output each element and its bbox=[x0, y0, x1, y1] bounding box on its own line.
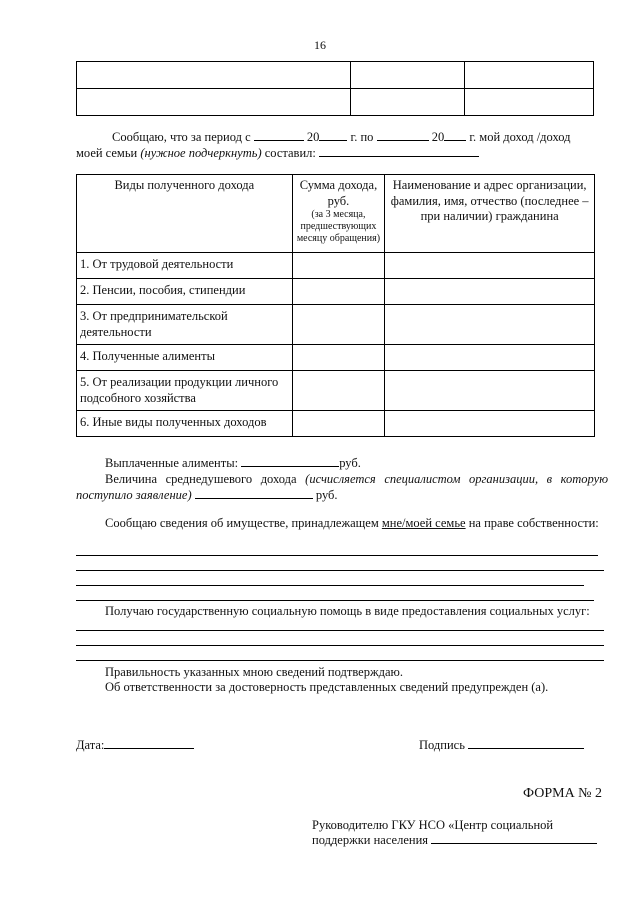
statement-text: Сообщаю, что за период с bbox=[112, 130, 251, 144]
income-org-cell[interactable] bbox=[385, 279, 595, 305]
income-sum-cell[interactable] bbox=[292, 279, 385, 305]
property-underlined: мне/моей семье bbox=[381, 516, 466, 530]
header-income-type: Виды полученного дохода bbox=[77, 175, 293, 253]
top-cell[interactable] bbox=[465, 89, 594, 116]
statement-text: составил: bbox=[264, 146, 316, 161]
period-end-blank[interactable] bbox=[377, 129, 429, 141]
top-cell[interactable] bbox=[77, 89, 351, 116]
period-start-blank[interactable] bbox=[254, 129, 304, 141]
form-title: ФОРМА № 2 bbox=[523, 786, 603, 801]
year-end-blank[interactable] bbox=[444, 129, 466, 141]
income-row-label: 4. Полученные алименты bbox=[77, 345, 293, 371]
property-line-3[interactable] bbox=[76, 585, 584, 586]
page-number: 16 bbox=[314, 38, 326, 52]
top-cell[interactable] bbox=[465, 62, 594, 89]
income-table bbox=[76, 174, 595, 437]
income-org-cell[interactable] bbox=[385, 345, 595, 371]
social-help-text: Получаю государственную социальную помощь в виде предоставления социальных услуг: bbox=[105, 604, 590, 618]
social-help-line-2[interactable] bbox=[76, 645, 604, 646]
statement-text: моей семьи bbox=[76, 146, 138, 161]
signature-line bbox=[419, 737, 584, 753]
alimony-line bbox=[105, 455, 361, 471]
statement-text: г. мой доход /доход bbox=[469, 130, 571, 144]
income-org-cell[interactable] bbox=[385, 253, 595, 279]
property-paragraph bbox=[76, 515, 608, 531]
addressee-text: поддержки населения bbox=[312, 833, 429, 847]
confirm-responsibility: Об ответственности за достоверность представленных сведений предупрежден (а). bbox=[105, 680, 549, 694]
header-sum-main: Сумма дохода, руб. bbox=[299, 178, 378, 208]
income-org-cell[interactable] bbox=[385, 371, 595, 411]
social-help-line-1[interactable] bbox=[76, 630, 604, 631]
date-line bbox=[76, 737, 194, 753]
income-sum-cell[interactable] bbox=[292, 411, 385, 437]
property-line-1[interactable] bbox=[76, 555, 598, 556]
header-sum-note: (за 3 месяца, предшествующих месяцу обращения) bbox=[296, 209, 381, 245]
income-row-label: 3. От предпринимательской деятельности bbox=[77, 305, 293, 345]
income-sum-cell[interactable] bbox=[292, 253, 385, 279]
income-sum-cell[interactable] bbox=[292, 345, 385, 371]
signature-blank[interactable] bbox=[468, 737, 584, 749]
income-total-blank[interactable] bbox=[319, 145, 479, 157]
confirm-correct: Правильность указанных мною сведений подтверждаю. bbox=[105, 665, 403, 679]
statement-note: (нужное подчеркнуть) bbox=[140, 146, 262, 161]
avg-income-label: Величина среднедушевого дохода bbox=[105, 472, 297, 486]
header-income-sum bbox=[292, 175, 385, 253]
income-row-label: 1. От трудовой деятельности bbox=[77, 253, 293, 279]
avg-income-note: (исчисляется специалистом организации, в которую поступило заявление) bbox=[76, 472, 609, 503]
header-org: Наименование и адрес организации, фамилия, имя, отчество (последнее – при наличии) гражданина bbox=[385, 175, 595, 253]
alimony-label: Выплаченные алименты: bbox=[105, 456, 239, 470]
income-org-cell[interactable] bbox=[385, 305, 595, 345]
property-line-4[interactable] bbox=[76, 600, 594, 601]
year-start-blank[interactable] bbox=[319, 129, 347, 141]
social-help-line-3[interactable] bbox=[76, 660, 604, 661]
top-cell[interactable] bbox=[77, 62, 351, 89]
income-sum-cell[interactable] bbox=[292, 371, 385, 411]
year-prefix: 20 bbox=[306, 130, 320, 144]
top-cell[interactable] bbox=[350, 89, 465, 116]
income-sum-cell[interactable] bbox=[292, 305, 385, 345]
date-blank[interactable] bbox=[104, 737, 194, 749]
income-row-label: 5. От реализации продукции личного подсобного хозяйства bbox=[77, 371, 293, 411]
addressee-line-1: Руководителю ГКУ НСО «Центр социальной bbox=[312, 818, 554, 832]
avg-income-unit: руб. bbox=[315, 488, 338, 503]
avg-income-blank[interactable] bbox=[195, 487, 313, 499]
top-empty-table bbox=[76, 61, 594, 116]
alimony-unit: руб. bbox=[339, 456, 361, 470]
top-cell[interactable] bbox=[350, 62, 465, 89]
property-text: Сообщаю сведения об имуществе, принадлежащем bbox=[105, 516, 379, 530]
addressee-blank[interactable] bbox=[431, 832, 597, 844]
avg-income-paragraph bbox=[76, 471, 608, 504]
year-prefix: 20 bbox=[431, 130, 445, 144]
alimony-blank[interactable] bbox=[241, 455, 339, 467]
income-statement bbox=[76, 129, 606, 162]
addressee-line-2 bbox=[312, 832, 597, 848]
statement-text: г. по bbox=[350, 130, 374, 144]
property-line-2[interactable] bbox=[76, 570, 604, 571]
income-row-label: 6. Иные виды полученных доходов bbox=[77, 411, 293, 437]
income-row-label: 2. Пенсии, пособия, стипендии bbox=[77, 279, 293, 305]
property-text-end: на праве собственности: bbox=[468, 516, 599, 530]
signature-label: Подпись bbox=[419, 738, 465, 752]
date-label: Дата: bbox=[76, 738, 105, 752]
income-org-cell[interactable] bbox=[385, 411, 595, 437]
